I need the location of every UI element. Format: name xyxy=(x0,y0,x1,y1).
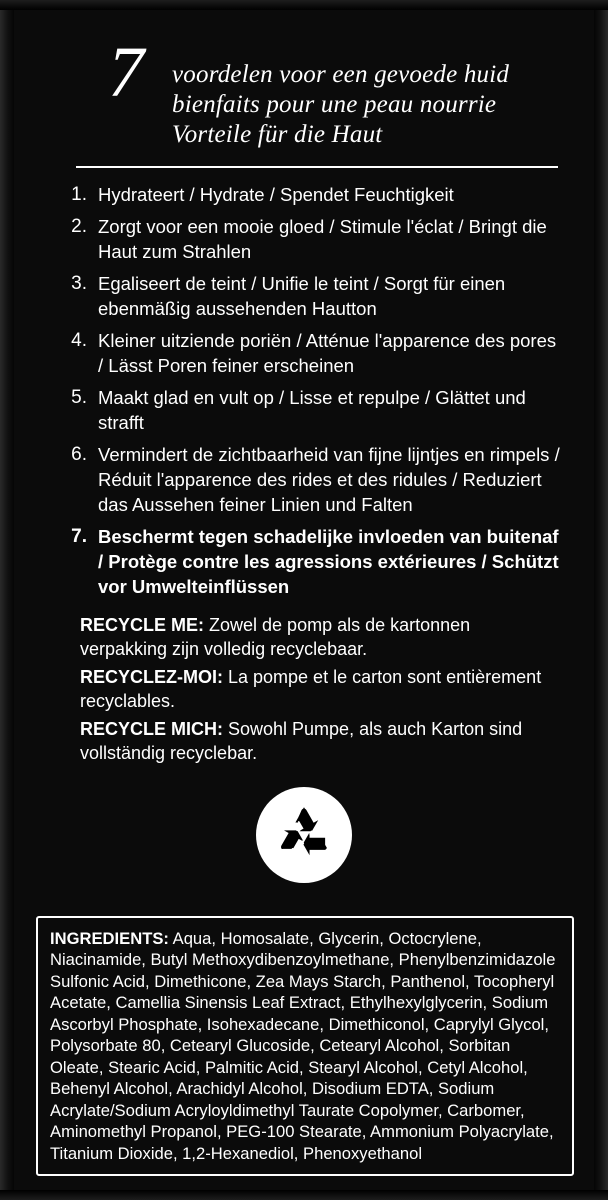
ingredients-box xyxy=(36,916,574,1177)
recycle-logo-wrapper xyxy=(36,787,572,883)
list-item xyxy=(66,271,566,321)
list-item xyxy=(66,385,566,435)
headline-lines xyxy=(172,48,509,150)
list-item xyxy=(66,524,566,599)
recycle-symbol-icon xyxy=(271,802,337,868)
benefit-text: Vermindert de zichtbaarheid van fijne lijntjes en rimpels / Réduit l'apparence des rides et des ridules / Reduziert das Aussehen feiner Linien und Falten xyxy=(98,444,560,515)
headline-divider xyxy=(76,166,558,168)
benefit-text: Maakt glad en vult op / Lisse et repulpe / Glättet und strafft xyxy=(98,387,526,433)
benefits-list xyxy=(66,182,566,599)
list-item xyxy=(66,214,566,264)
headline-number: 7 xyxy=(108,32,142,112)
recycle-text-fr: La pompe et le carton sont entièrement recyclables. xyxy=(80,667,542,711)
benefit-number: 5. xyxy=(71,387,87,408)
recycle-paragraph-fr xyxy=(80,665,554,713)
recycle-paragraph-de xyxy=(80,717,554,765)
benefit-number: 6. xyxy=(71,444,87,465)
benefit-text: Beschermt tegen schadelijke invloeden van buitenaf / Protège contre les agressions extérieures / Schützt vor Umwelteinflüssen xyxy=(98,526,559,597)
benefit-number: 7. xyxy=(71,526,87,547)
package-top-edge xyxy=(0,0,608,10)
recycle-label-de: RECYCLE MICH: xyxy=(80,719,223,739)
headline-block xyxy=(36,32,572,150)
recycle-text-de: Sowohl Pumpe, als auch Karton sind vollständig recyclebar. xyxy=(80,719,523,763)
recycle-text-nl: Zowel de pomp als de kartonnen verpakking zijn volledig recyclebaar. xyxy=(80,615,471,659)
recycle-logo-circle xyxy=(256,787,352,883)
headline-line-de: Vorteile für die Haut xyxy=(172,121,383,148)
headline-line-nl: voordelen voor een gevoede huid xyxy=(172,61,510,88)
benefit-number: 4. xyxy=(71,330,87,351)
list-item xyxy=(66,442,566,517)
package-left-edge xyxy=(0,0,14,1200)
benefit-text: Egaliseert de teint / Unifie le teint / Sorgt für einen ebenmäßig aussehenden Hautton xyxy=(98,273,506,319)
benefit-text: Zorgt voor een mooie gloed / Stimule l'éclat / Bringt die Haut zum Strahlen xyxy=(98,216,547,262)
package-bottom-edge xyxy=(0,1190,608,1200)
recycle-label-nl: RECYCLE ME: xyxy=(80,615,205,635)
recycle-label-fr: RECYCLEZ-MOI: xyxy=(80,667,223,687)
benefit-number: 1. xyxy=(71,184,87,205)
list-item xyxy=(66,328,566,378)
benefit-number: 2. xyxy=(71,216,87,237)
package-right-edge xyxy=(594,0,608,1200)
list-item xyxy=(66,182,566,207)
recycle-instructions xyxy=(80,613,554,765)
recycle-paragraph-nl xyxy=(80,613,554,661)
headline-line-fr: bienfaits pour une peau nourrie xyxy=(172,91,497,118)
benefit-text: Kleiner uitziende poriën / Atténue l'apparence des pores / Lässt Poren feiner erscheinen xyxy=(98,330,557,376)
package-content xyxy=(14,10,594,1190)
ingredients-value: Aqua, Homosalate, Glycerin, Octocrylene, Niacinamide, Butyl Methoxydibenzoylmethane, Phenylbenzimidazole Sulfonic Acid, Dimethicone, Zea Mays Starch, Panthenol, Tocopheryl Acetate, Camellia Sinensis Leaf Extract, Ethylhexylglycerin, Sodium Ascorbyl Phosphate, Isohexadecane, Dimethiconol, Caprylyl Glycol, Polysorbate 80, Cetearyl Glucoside, Cetearyl Alcohol, Sorbitan Oleate, Stearic Acid, Palmitic Acid, Stearyl Alcohol, Cetyl Alcohol, Behenyl Alcohol, Arachidyl Alcohol, Disodium EDTA, Sodium Acrylate/Sodium Acryloyldimethyl Taurate Copolymer, Carbomer, Aminomethyl Propanol, PEG-100 Stearate, Ammonium Polyacrylate, Titanium Dioxide, 1,2-Hexanediol, Phenoxyethanol xyxy=(50,928,556,1163)
benefit-number: 3. xyxy=(71,273,87,294)
ingredients-text xyxy=(50,928,560,1165)
benefit-text: Hydrateert / Hydrate / Spendet Feuchtigkeit xyxy=(98,184,454,205)
ingredients-label: INGREDIENTS: xyxy=(50,928,169,948)
